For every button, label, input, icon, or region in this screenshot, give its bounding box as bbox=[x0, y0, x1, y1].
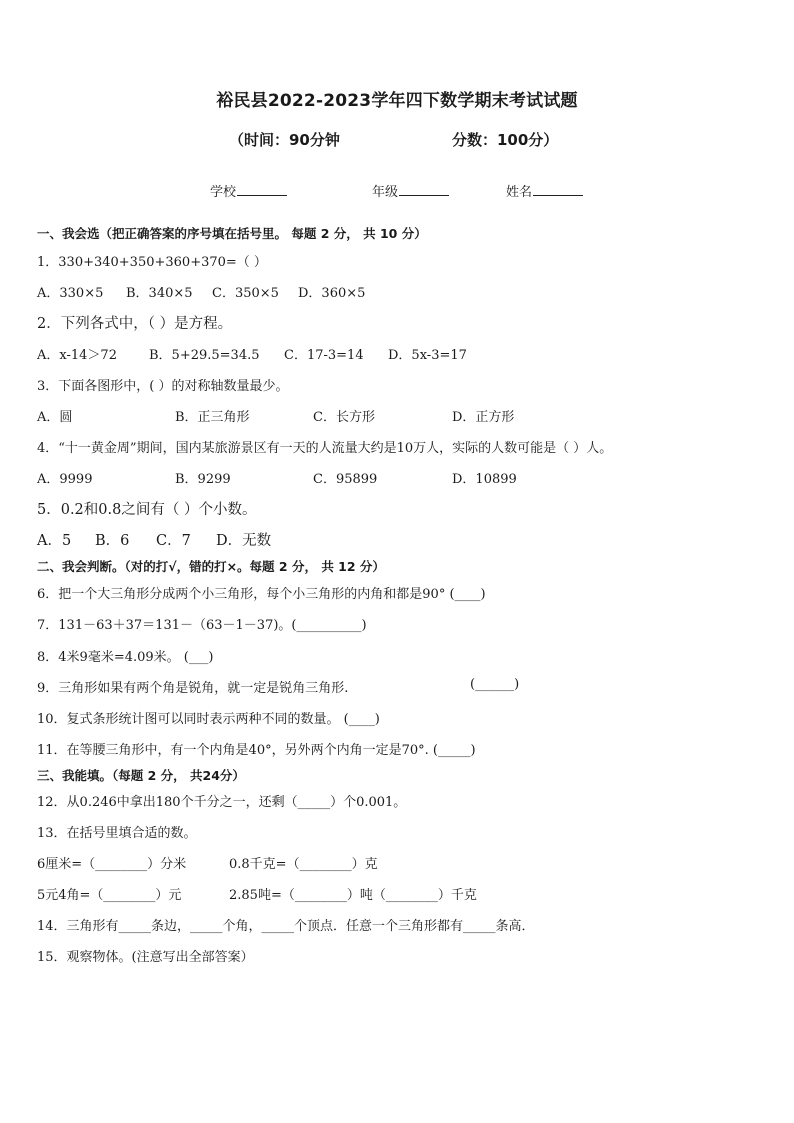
q13-line2-part2: 2.85吨=（________）吨（________）千克 bbox=[229, 888, 477, 903]
section-heading-choice: 一、我会选（把正确答案的序号填在括号里。 每题 2 分， 共 10 分） bbox=[37, 226, 427, 241]
q4-option-b[interactable]: B．9299 bbox=[175, 472, 231, 487]
question-8: 8．4米9毫米=4.09米。 (___) bbox=[37, 650, 214, 665]
question-1: 1．330+340+350+360+370=（ ） bbox=[37, 255, 267, 270]
q3-option-d[interactable]: D．正方形 bbox=[452, 410, 515, 425]
question-11: 11．在等腰三角形中，有一个内角是40°，另外两个内角一定是70°. (_____) bbox=[37, 743, 476, 758]
q13-line1-part1: 6厘米=（________）分米 bbox=[37, 857, 187, 872]
question-14: 14．三角形有_____条边，_____个角，_____个顶点．任意一个三角形都有_____条高． bbox=[37, 919, 535, 934]
name-field[interactable] bbox=[506, 181, 583, 200]
q4-option-a[interactable]: A．9999 bbox=[37, 472, 93, 487]
question-13: 13．在括号里填合适的数。 bbox=[37, 826, 197, 841]
q2-option-b[interactable]: B．5+29.5=34.5 bbox=[149, 348, 260, 363]
question-7: 7．131－63＋37＝131－（63－1－37)。(__________) bbox=[37, 618, 367, 633]
q3-option-c[interactable]: C．长方形 bbox=[313, 410, 375, 425]
question-10: 10．复式条形统计图可以同时表示两种不同的数量。 (____) bbox=[37, 712, 380, 727]
name-label: 姓名 bbox=[506, 185, 533, 200]
q13-line2-part1: 5元4角=（________）元 bbox=[37, 888, 182, 903]
q5-option-d[interactable]: D．无数 bbox=[216, 533, 272, 549]
name-blank[interactable] bbox=[533, 183, 583, 196]
q3-option-a[interactable]: A．圆 bbox=[37, 410, 73, 425]
q1-option-a[interactable]: A．330×5 bbox=[37, 286, 104, 301]
grade-blank[interactable] bbox=[399, 183, 449, 196]
school-blank[interactable] bbox=[237, 183, 287, 196]
grade-field[interactable] bbox=[372, 181, 449, 200]
q9-answer-blank[interactable]: (______) bbox=[470, 677, 520, 692]
school-label: 学校 bbox=[210, 185, 237, 200]
q2-option-c[interactable]: C．17-3=14 bbox=[284, 348, 364, 363]
q1-option-b[interactable]: B．340×5 bbox=[126, 286, 193, 301]
question-2: 2．下列各式中，（ ）是方程。 bbox=[37, 316, 233, 332]
question-6: 6．把一个大三角形分成两个小三角形，每个小三角形的内角和都是90° (____) bbox=[37, 587, 486, 602]
q5-option-b[interactable]: B．6 bbox=[95, 533, 130, 549]
question-4: 4．“十一黄金周”期间，国内某旅游景区有一天的人流量大约是10万人，实际的人数可能是（ ）人。 bbox=[37, 441, 613, 456]
question-15: 15．观察物体。(注意写出全部答案） bbox=[37, 950, 254, 965]
q2-option-a[interactable]: A．x-14＞72 bbox=[37, 348, 117, 363]
question-3: 3．下面各图形中，( ）的对称轴数量最少。 bbox=[37, 379, 289, 394]
question-5: 5．0.2和0.8之间有（ ）个小数。 bbox=[37, 502, 257, 518]
q4-option-d[interactable]: D．10899 bbox=[452, 472, 517, 487]
q1-option-d[interactable]: D．360×5 bbox=[298, 286, 366, 301]
q2-option-d[interactable]: D．5x-3=17 bbox=[388, 348, 467, 363]
q5-option-a[interactable]: A．5 bbox=[37, 533, 72, 549]
exam-title: 裕民县2022-2023学年四下数学期末考试试题 bbox=[216, 91, 578, 111]
q5-option-c[interactable]: C．7 bbox=[156, 533, 191, 549]
section-heading-fill: 三、我能填。（每题 2 分， 共24分） bbox=[37, 768, 245, 783]
q13-line1-part2: 0.8千克=（________）克 bbox=[229, 857, 378, 872]
section-heading-judge: 二、我会判断。（对的打√，错的打×。每题 2 分， 共 12 分） bbox=[37, 559, 385, 574]
question-12: 12．从0.246中拿出180个千分之一，还剩（_____）个0.001。 bbox=[37, 795, 407, 810]
grade-label: 年级 bbox=[372, 185, 399, 200]
question-9: 9．三角形如果有两个角是锐角，就一定是锐角三角形. bbox=[37, 681, 349, 696]
school-field[interactable] bbox=[210, 181, 287, 200]
q1-option-c[interactable]: C．350×5 bbox=[212, 286, 279, 301]
q3-option-b[interactable]: B．正三角形 bbox=[175, 410, 250, 425]
total-score: 分数：100分） bbox=[452, 131, 559, 149]
time-limit: （时间：90分钟 bbox=[229, 131, 340, 149]
q4-option-c[interactable]: C．95899 bbox=[313, 472, 378, 487]
